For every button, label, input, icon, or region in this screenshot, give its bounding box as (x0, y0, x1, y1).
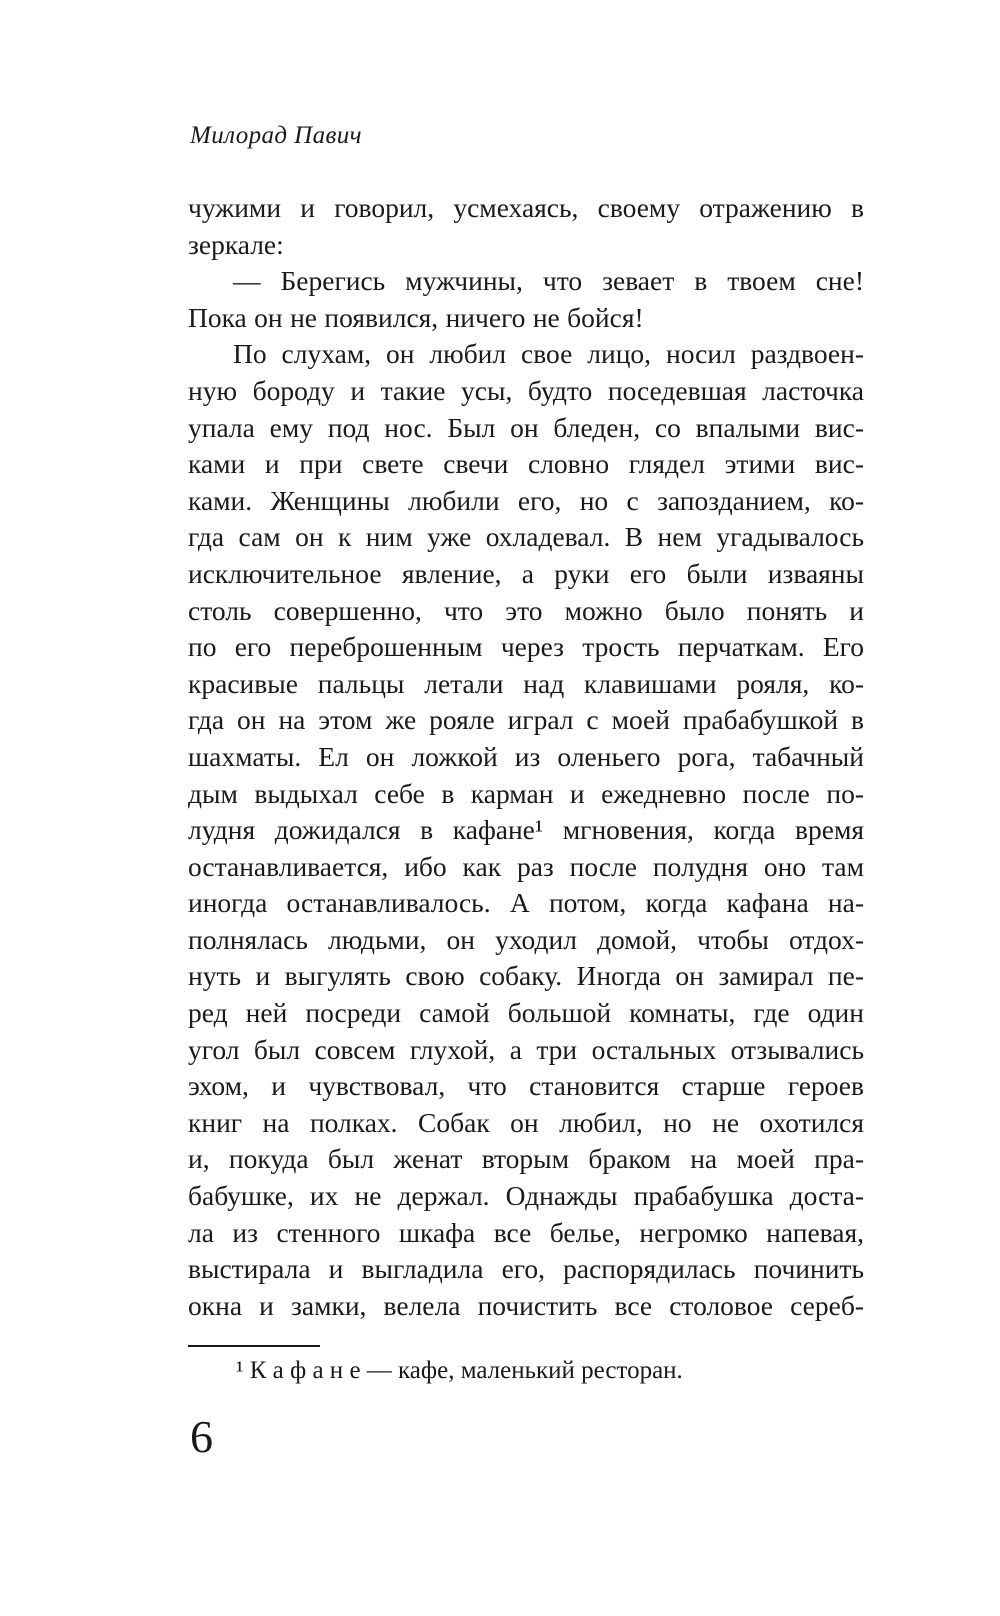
text-line: ную бороду и такие усы, будто поседевшая ласточка (188, 374, 864, 406)
text-line: и, покуда был женат вторым браком на моей пра- (188, 1143, 864, 1175)
text-line: чужими и говорил, усмехаясь, своему отражению в (188, 192, 864, 223)
text-line: останавливается, ибо как раз после полудня оно там (188, 850, 864, 882)
text-line: — Берегись мужчины, что зевает в твоем сне! (233, 265, 864, 297)
text-line: дым выдыхал себе в карман и ежедневно после по- (188, 777, 864, 809)
text-line: книг на полках. Собак он любил, но не охотился (188, 1106, 864, 1138)
text-line: выстирала и выгладила его, распорядилась починить (188, 1253, 864, 1285)
text-line: исключительное явление, а руки его были изваяны (188, 557, 864, 589)
text-line: По слухам, он любил свое лицо, носил раздвоен- (233, 338, 864, 370)
text-line: полнялась людьми, он уходил домой, чтобы отдох- (188, 923, 864, 955)
author-header: Милорад Павич (190, 122, 362, 149)
text-line: гда он на этом же рояле играл с моей прабабушкой в (188, 704, 864, 736)
page-number: 6 (190, 1411, 213, 1462)
text-line: угол был совсем глухой, а три остальных отзывались (188, 1033, 864, 1065)
text-line: ками и при свете свечи словно глядел этими вис- (188, 448, 864, 480)
text-line: упала ему под нос. Был он бледен, со впалыми вис- (188, 411, 864, 443)
text-line: шахматы. Ел он ложкой из оленьего рога, табачный (188, 740, 864, 772)
text-line: столь совершенно, что это можно было понять и (188, 594, 864, 626)
text-line: эхом, и чувствовал, что становится старше героев (188, 1070, 864, 1102)
footnote: ¹ К а ф а н е — кафе, маленький ресторан. (236, 1357, 683, 1384)
text-line: красивые пальцы летали над клавишами рояля, ко- (188, 667, 864, 699)
text-line: бабушке, их не держал. Однажды прабабушка доста- (188, 1180, 864, 1212)
text-line: нуть и выгулять свою собаку. Иногда он замирал пе- (188, 960, 864, 992)
text-line: окна и замки, велела почистить все столовое сереб- (188, 1289, 864, 1321)
text-line: иногда останавливалось. А потом, когда кафана на- (188, 887, 864, 919)
text-line: ред ней посреди самой большой комнаты, где один (188, 997, 864, 1029)
text-line: Пока он не появился, ничего не бойся! (188, 301, 644, 333)
text-line: ла из стенного шкафа все белье, негромко напевая, (188, 1216, 864, 1248)
text-line: лудня дожидался в кафане¹ мгновения, когда время (188, 814, 864, 846)
text-line: ками. Женщины любили его, но с запозданием, ко- (188, 484, 864, 516)
text-line: зеркале: (188, 228, 284, 260)
text-line: по его переброшенным через трость перчаткам. Его (188, 631, 864, 663)
text-line: гда сам он к ним уже охладевал. В нем угадывалось (188, 521, 864, 553)
footnote-rule (188, 1345, 320, 1347)
body-text (188, 190, 864, 1324)
